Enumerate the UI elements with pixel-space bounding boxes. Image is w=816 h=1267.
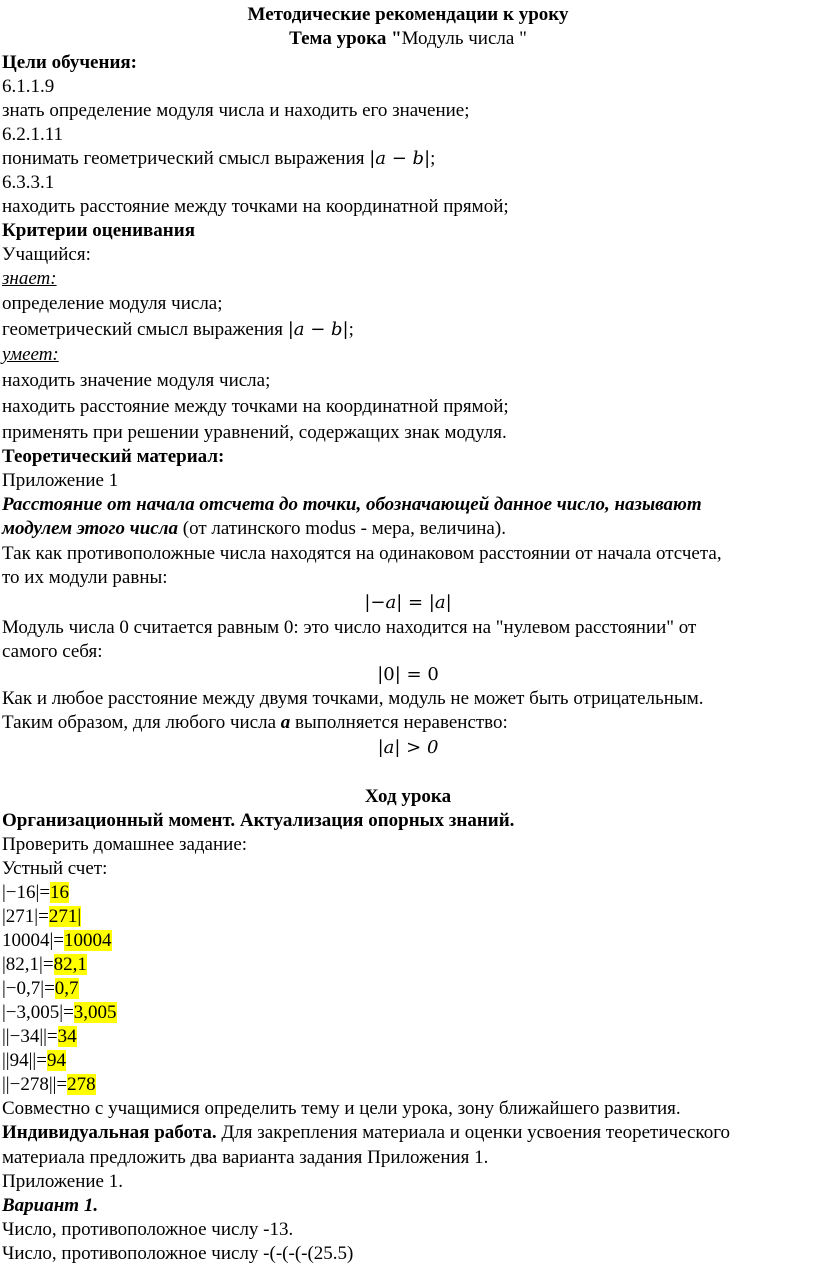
criteria-can: умеет:: [2, 344, 59, 365]
variant-heading: Вариант 1.: [2, 1195, 99, 1216]
goals-heading: Цели обучения:: [2, 52, 137, 73]
exercise-answer: 0,7: [54, 978, 79, 999]
stage-1: Организационный момент. Актуализация опорных знаний.: [2, 810, 515, 831]
exercise-item: [2, 953, 87, 977]
exercise-item: [2, 905, 81, 929]
exercise-answer: 34: [57, 1026, 77, 1047]
theory-p4-var: а: [280, 712, 291, 733]
exercise-item: [2, 977, 79, 1001]
goal-text-2-end: ;: [430, 148, 436, 169]
exercise-question: |82,1|=: [2, 954, 54, 975]
individual-work-line-2: материала предложить два варианта задания Приложения 1.: [2, 1147, 489, 1168]
exercise-question: 10004|=: [2, 930, 65, 951]
goal-text-3: находить расстояние между точками на координатной прямой;: [2, 196, 509, 217]
goal-code-1: 6.1.1.9: [2, 76, 55, 97]
exercise-answer: 82,1: [53, 954, 87, 975]
formula-opposite: |−a| = |a|: [364, 592, 452, 613]
exercise-answer: 94: [46, 1050, 66, 1071]
criteria-can-2: находить расстояние между точками на координатной прямой;: [2, 396, 509, 417]
goal-expression: |a − b|: [369, 148, 431, 169]
exercise-item: [2, 881, 69, 905]
theory-p2-line-1: Модуль числа 0 считается равным 0: это число находится на "нулевом расстоянии" от: [2, 617, 697, 638]
topic-label: Тема урока ": [289, 28, 402, 49]
exercise-question: ||−278||=: [2, 1074, 68, 1095]
exercise-item: [2, 1025, 77, 1049]
exercise-answer: 278: [67, 1074, 96, 1095]
appendix-reference: Приложение 1.: [2, 1171, 123, 1192]
theory-appendix: Приложение 1: [2, 470, 119, 491]
exercise-answer: 271|: [48, 906, 82, 927]
exercise-answer: 10004: [64, 930, 112, 951]
lesson-heading: Ход урока: [364, 786, 452, 807]
exercise-question: ||94||=: [2, 1050, 47, 1071]
theory-p4-end: выполняется неравенство:: [290, 712, 508, 733]
exercise-question: ||−34||=: [2, 1026, 58, 1047]
theory-heading: Теоретический материал:: [2, 446, 225, 467]
criteria-knows-2-end: ;: [348, 319, 354, 340]
oral-count: Устный счет:: [2, 858, 108, 879]
criteria-can-3: применять при решении уравнений, содержащих знак модуля.: [2, 422, 507, 443]
homework-check: Проверить домашнее задание:: [2, 834, 248, 855]
formula-inequality: |a| > 0: [377, 737, 439, 758]
definition-term: модулем этого числа: [2, 518, 178, 539]
individual-work-text: Для закрепления материала и оценки усвоения теоретического: [216, 1122, 731, 1143]
criteria-knows-1: определение модуля числа;: [2, 293, 223, 314]
topic-value: Модуль числа ": [401, 28, 527, 49]
exercise-question: |271|=: [2, 906, 49, 927]
theory-p2-line-2: самого себя:: [2, 641, 103, 662]
individual-work-line-1: [2, 1121, 730, 1145]
theory-p4-start: Таким образом, для любого числа: [2, 712, 281, 733]
formula-zero: |0| = 0: [377, 664, 439, 685]
criteria-expression: |a − b|: [287, 319, 349, 340]
criteria-student: Учащийся:: [2, 244, 91, 265]
exercise-item: [2, 1001, 117, 1025]
definition-line-1: Расстояние от начала отсчета до точки, обозначающей данное число, называют: [2, 494, 702, 515]
goal-code-3: 6.3.3.1: [2, 172, 55, 193]
theory-p1-line-1: Так как противоположные числа находятся на одинаковом расстоянии от начала отсчета,: [2, 543, 722, 564]
criteria-knows: знает:: [2, 268, 57, 289]
doc-title: Методические рекомендации к уроку: [247, 4, 569, 25]
joint-activity: Совместно с учащимися определить тему и цели урока, зону ближайшего развития.: [2, 1098, 681, 1119]
individual-work-label: Индивидуальная работа.: [2, 1122, 217, 1143]
exercise-answer: 3,005: [73, 1002, 117, 1023]
goal-text-1: знать определение модуля числа и находить его значение;: [2, 100, 470, 121]
criteria-heading: Критерии оценивания: [2, 220, 195, 241]
exercise-answer: 16: [50, 882, 70, 903]
exercise-question: |−3,005|=: [2, 1002, 74, 1023]
theory-p3: Как и любое расстояние между двумя точками, модуль не может быть отрицательным.: [2, 688, 704, 709]
exercise-question: |−0,7|=: [2, 978, 55, 999]
task-1: Число, противоположное числу -13.: [2, 1219, 294, 1240]
lesson-topic: [2, 27, 814, 51]
criteria-knows-2-line: [2, 318, 354, 342]
goal-code-2: 6.2.1.11: [2, 124, 64, 145]
goal-text-2-line: [2, 147, 435, 171]
criteria-knows-2: геометрический смысл выражения: [2, 319, 288, 340]
goal-text-2: понимать геометрический смысл выражения: [2, 148, 370, 169]
task-2: Число, противоположное числу -(-(-(-(25.5): [2, 1243, 354, 1264]
criteria-can-1: находить значение модуля числа;: [2, 370, 271, 391]
exercise-question: |−16|=: [2, 882, 51, 903]
theory-p4: [2, 711, 508, 735]
definition-line-2: [2, 517, 506, 541]
exercise-item: [2, 1073, 96, 1097]
exercise-item: [2, 929, 112, 953]
exercise-item: [2, 1049, 66, 1073]
definition-rest: (от латинского modus - мера, величина).: [178, 518, 506, 539]
theory-p1-line-2: то их модули равны:: [2, 567, 168, 588]
